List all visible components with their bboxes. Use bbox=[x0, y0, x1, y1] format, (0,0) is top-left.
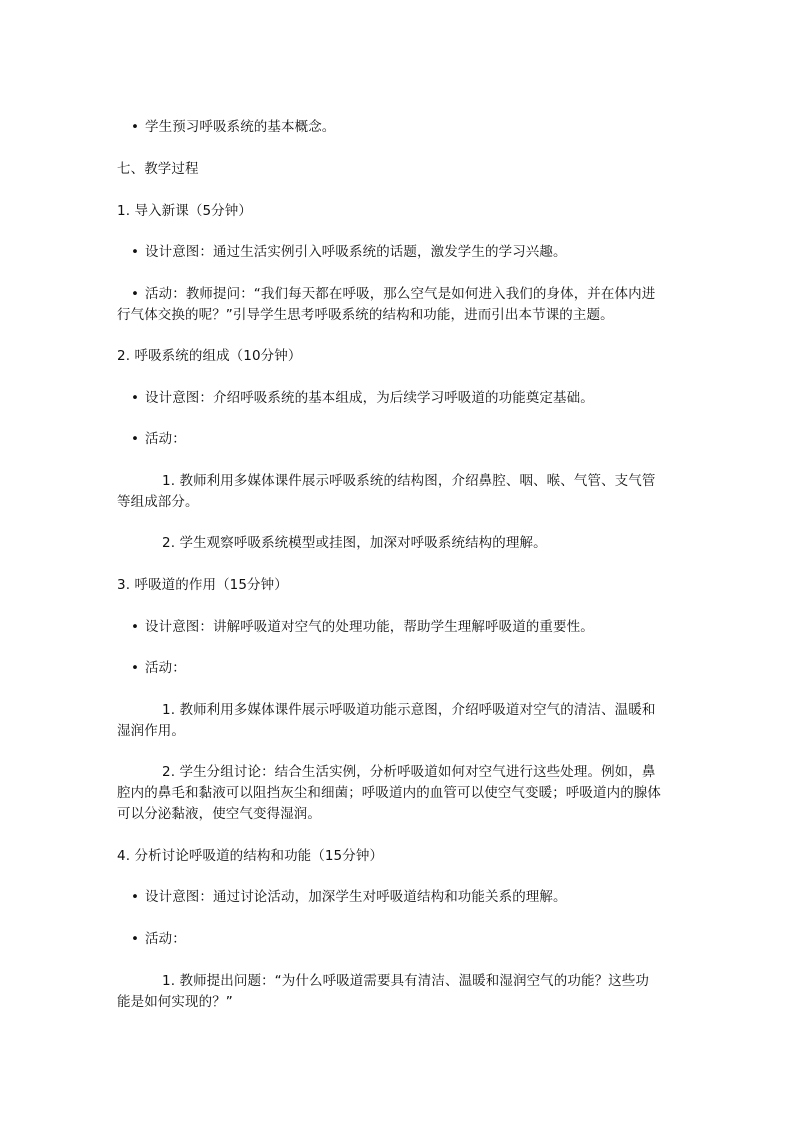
bullet-icon: • bbox=[131, 931, 140, 947]
numbered-item-continuation: 腔内的鼻毛和黏液可以阻挡灰尘和细菌；呼吸道内的血管可以使空气变暖；呼吸道内的腺体 bbox=[117, 785, 661, 801]
numbered-item: 2. 学生观察呼吸系统模型或挂图，加深对呼吸系统结构的理解。 bbox=[162, 535, 547, 551]
numbered-item-continuation: 湿润作用。 bbox=[117, 723, 185, 739]
bullet-item bbox=[131, 284, 655, 305]
bullet-item bbox=[131, 929, 186, 950]
bullet-text: 设计意图：介绍呼吸系统的基本组成，为后续学习呼吸道的功能奠定基础。 bbox=[145, 390, 594, 406]
bullet-text: 设计意图：通过生活实例引入呼吸系统的话题，激发学生的学习兴趣。 bbox=[145, 244, 567, 260]
numbered-item-continuation: 能是如何实现的？” bbox=[117, 994, 233, 1010]
bullet-item bbox=[131, 658, 186, 679]
bullet-item bbox=[131, 887, 567, 908]
subsection-heading: 2. 呼吸系统的组成（10分钟） bbox=[117, 348, 302, 364]
section-heading: 七、教学过程 bbox=[117, 161, 199, 177]
bullet-icon: • bbox=[131, 431, 140, 447]
bullet-icon: • bbox=[131, 889, 140, 905]
bullet-icon: • bbox=[131, 660, 140, 676]
bullet-text: 设计意图：通过讨论活动，加深学生对呼吸道结构和功能关系的理解。 bbox=[145, 889, 567, 905]
subsection-heading: 3. 呼吸道的作用（15分钟） bbox=[117, 577, 288, 593]
numbered-item-continuation: 等组成部分。 bbox=[117, 494, 199, 510]
numbered-item: 2. 学生分组讨论：结合生活实例，分析呼吸道如何对空气进行这些处理。例如，鼻 bbox=[162, 764, 656, 780]
bullet-icon: • bbox=[131, 119, 140, 135]
numbered-item: 1. 教师利用多媒体课件展示呼吸系统的结构图，介绍鼻腔、咽、喉、气管、支气管 bbox=[162, 473, 656, 489]
bullet-text-continuation: 行气体交换的呢？”引导学生思考呼吸系统的结构和功能，进而引出本节课的主题。 bbox=[117, 307, 614, 323]
bullet-icon: • bbox=[131, 390, 140, 406]
bullet-icon: • bbox=[131, 286, 140, 302]
bullet-icon: • bbox=[131, 244, 140, 260]
bullet-item bbox=[131, 429, 186, 450]
bullet-text: 活动： bbox=[145, 931, 186, 947]
numbered-item: 1. 教师利用多媒体课件展示呼吸道功能示意图，介绍呼吸道对空气的清洁、温暖和 bbox=[162, 702, 656, 718]
subsection-heading: 4. 分析讨论呼吸道的结构和功能（15分钟） bbox=[117, 848, 384, 864]
bullet-item bbox=[131, 242, 567, 263]
subsection-heading: 1. 导入新课（5分钟） bbox=[117, 203, 252, 219]
bullet-text: 学生预习呼吸系统的基本概念。 bbox=[145, 119, 336, 135]
bullet-text: 活动：教师提问：“我们每天都在呼吸，那么空气是如何进入我们的身体，并在体内进 bbox=[145, 286, 656, 302]
bullet-text: 活动： bbox=[145, 660, 186, 676]
numbered-item: 1. 教师提出问题：“为什么呼吸道需要具有清洁、温暖和湿润空气的功能？这些功 bbox=[162, 973, 649, 989]
bullet-text: 活动： bbox=[145, 431, 186, 447]
bullet-item bbox=[131, 117, 335, 138]
bullet-icon: • bbox=[131, 619, 140, 635]
numbered-item-continuation: 可以分泌黏液，使空气变得湿润。 bbox=[117, 806, 321, 822]
bullet-item bbox=[131, 617, 594, 638]
bullet-item bbox=[131, 388, 594, 409]
bullet-text: 设计意图：讲解呼吸道对空气的处理功能，帮助学生理解呼吸道的重要性。 bbox=[145, 619, 594, 635]
